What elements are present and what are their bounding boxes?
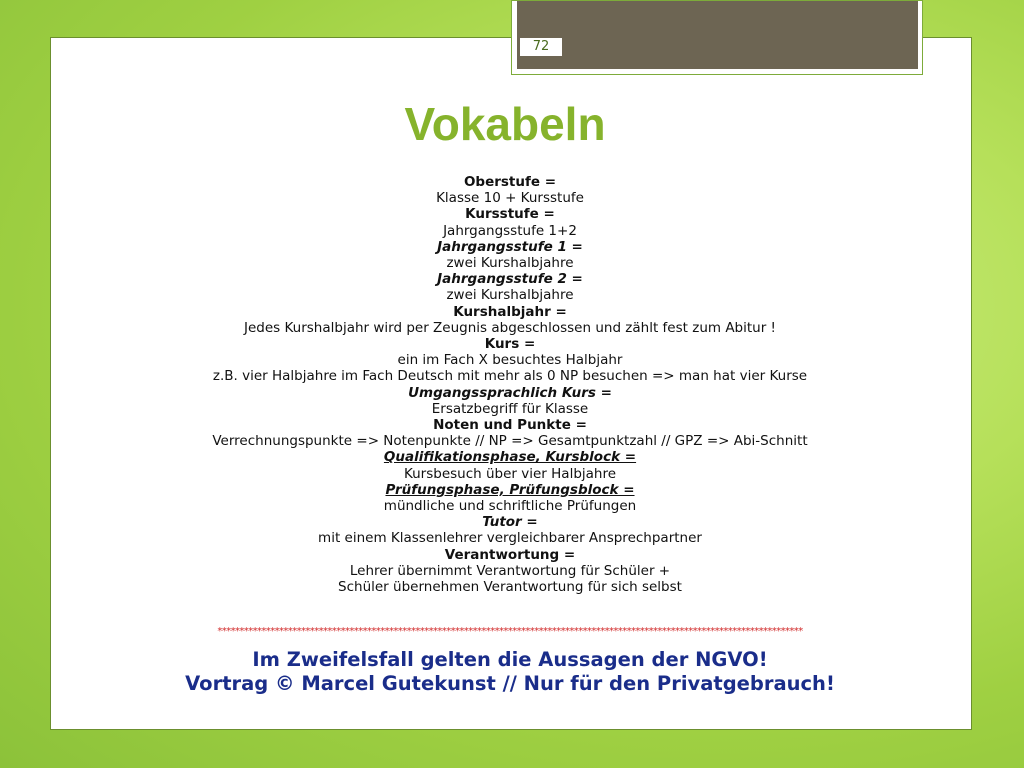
vocab-term: Kurshalbjahr = xyxy=(453,303,567,320)
vocab-definition: Jahrgangsstufe 1+2 xyxy=(443,222,577,239)
vocab-definition: zwei Kurshalbjahre xyxy=(446,287,574,304)
vocab-term: Prüfungsphase, Prüfungsblock = xyxy=(385,481,635,498)
vocab-definition: Klasse 10 + Kursstufe xyxy=(436,190,584,207)
vocab-term: Tutor = xyxy=(482,514,538,531)
vocab-definition: zwei Kurshalbjahre xyxy=(446,255,574,272)
vocab-term: Oberstufe = xyxy=(463,174,557,190)
vocab-definition: Kursbesuch über vier Halbjahre xyxy=(403,465,617,482)
vocab-definition: mit einem Klassenlehrer vergleichbarer Ansprechpartner xyxy=(318,530,702,547)
separator-line: ************************************************************************************************************************************* xyxy=(217,626,803,637)
page-number: 72 xyxy=(520,38,562,56)
vocab-term: Kurs = xyxy=(484,336,536,353)
vocab-term: Noten und Punkte = xyxy=(433,417,587,434)
vocab-definition: Lehrer übernimmt Verantwortung für Schüler + xyxy=(349,562,671,579)
vocab-definition: Ersatzbegriff für Klasse xyxy=(431,400,589,417)
vocab-definition: ein im Fach X besuchtes Halbjahr xyxy=(397,352,623,369)
header-box xyxy=(511,0,923,75)
footer-line-2: Vortrag © Marcel Gutekunst // Nur für den Privatgebrauch! xyxy=(185,672,835,695)
footer xyxy=(60,648,960,696)
footer-line-1: Im Zweifelsfall gelten die Aussagen der NGVO! xyxy=(252,648,768,671)
vocab-definition: Schüler übernehmen Verantwortung für sich selbst xyxy=(338,579,682,596)
vocab-definition: Verrechnungspunkte => Notenpunkte // NP => Gesamtpunktzahl // GPZ => Abi-Schnitt xyxy=(212,433,808,450)
vocab-term: Umgangssprachlich Kurs = xyxy=(408,384,612,401)
vocab-definition: Jedes Kurshalbjahr wird per Zeugnis abgeschlossen und zählt fest zum Abitur ! xyxy=(244,319,776,336)
vocab-term: Jahrgangsstufe 2 = xyxy=(437,271,583,288)
vocab-term: Qualifikationsphase, Kursblock = xyxy=(383,449,637,466)
header-box-fill xyxy=(517,1,918,69)
vocab-term: Jahrgangsstufe 1 = xyxy=(437,238,583,255)
vocab-term: Verantwortung = xyxy=(444,546,576,563)
vocab-definition: mündliche und schriftliche Prüfungen xyxy=(383,498,637,515)
page-title: Vokabeln xyxy=(404,98,606,150)
vocab-list xyxy=(60,174,960,595)
vocab-definition: z.B. vier Halbjahre im Fach Deutsch mit mehr als 0 NP besuchen => man hat vier Kurse xyxy=(212,368,808,385)
vocab-term: Kursstufe = xyxy=(465,206,555,223)
